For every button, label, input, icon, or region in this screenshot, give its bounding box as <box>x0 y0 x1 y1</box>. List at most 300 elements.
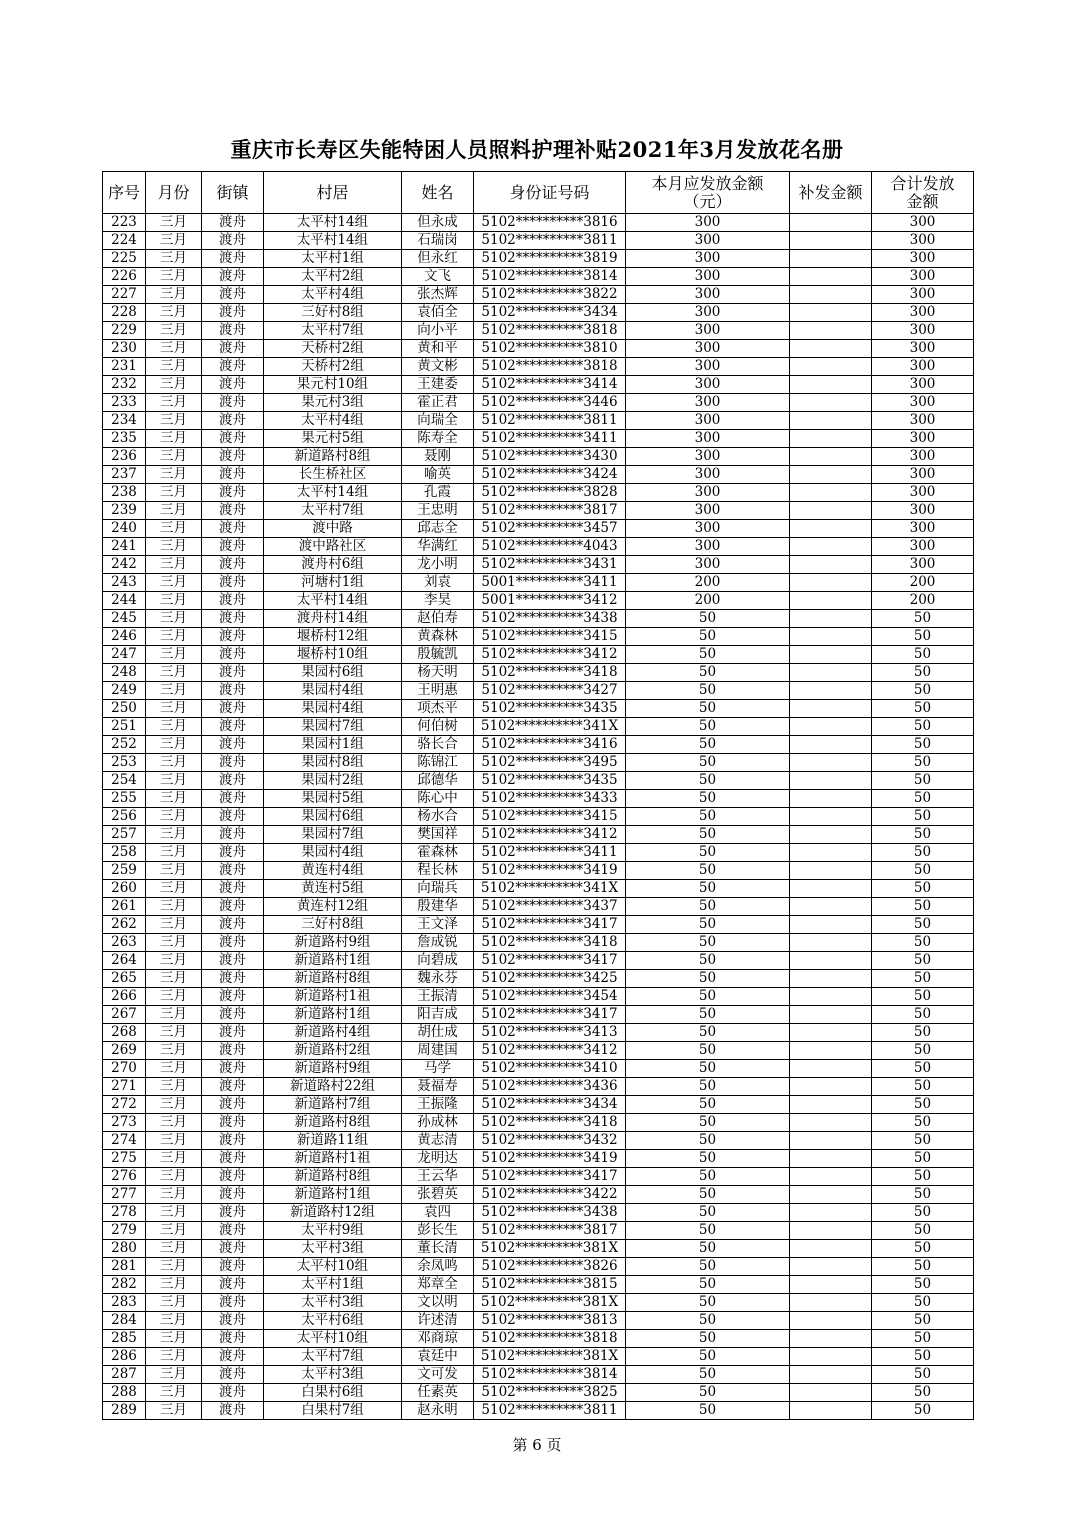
cell-index: 272 <box>103 1096 146 1114</box>
cell-total-amount: 300 <box>872 232 974 250</box>
cell-amount-due: 50 <box>626 1078 790 1096</box>
cell-village: 太平村1组 <box>264 250 402 268</box>
cell-total-amount: 300 <box>872 250 974 268</box>
cell-village: 新道路村1祖 <box>264 1150 402 1168</box>
cell-amount-due: 300 <box>626 466 790 484</box>
table-row <box>103 1204 974 1222</box>
cell-village: 太平村6组 <box>264 1312 402 1330</box>
cell-village: 新道路11组 <box>264 1132 402 1150</box>
cell-month: 三月 <box>146 322 202 340</box>
cell-total-amount: 300 <box>872 412 974 430</box>
cell-name: 赵伯寿 <box>402 610 474 628</box>
table-row <box>103 790 974 808</box>
cell-name: 但永红 <box>402 250 474 268</box>
cell-total-amount: 50 <box>872 1078 974 1096</box>
table-row <box>103 1366 974 1384</box>
table-row <box>103 808 974 826</box>
cell-total-amount: 50 <box>872 1168 974 1186</box>
cell-month: 三月 <box>146 250 202 268</box>
cell-amount-due: 50 <box>626 1204 790 1222</box>
cell-reissue-amount <box>790 1006 872 1024</box>
cell-name: 王明惠 <box>402 682 474 700</box>
cell-month: 三月 <box>146 1168 202 1186</box>
cell-month: 三月 <box>146 880 202 898</box>
table-row <box>103 1294 974 1312</box>
cell-village: 新道路村8组 <box>264 448 402 466</box>
table-row <box>103 484 974 502</box>
table-row <box>103 322 974 340</box>
cell-id-number: 5102**********3813 <box>474 1312 626 1330</box>
col-header-name: 姓名 <box>402 172 474 214</box>
cell-name: 杨水合 <box>402 808 474 826</box>
cell-index: 241 <box>103 538 146 556</box>
cell-id-number: 5102**********3430 <box>474 448 626 466</box>
cell-amount-due: 50 <box>626 1402 790 1420</box>
cell-reissue-amount <box>790 1114 872 1132</box>
table-row <box>103 1240 974 1258</box>
cell-total-amount: 300 <box>872 322 974 340</box>
cell-id-number: 5102**********3818 <box>474 358 626 376</box>
cell-index: 268 <box>103 1024 146 1042</box>
cell-month: 三月 <box>146 1384 202 1402</box>
cell-id-number: 5102**********3825 <box>474 1384 626 1402</box>
cell-village: 渡中路 <box>264 520 402 538</box>
table-row <box>103 502 974 520</box>
table-row <box>103 1132 974 1150</box>
cell-reissue-amount <box>790 970 872 988</box>
cell-month: 三月 <box>146 1006 202 1024</box>
cell-month: 三月 <box>146 664 202 682</box>
cell-index: 278 <box>103 1204 146 1222</box>
cell-amount-due: 50 <box>626 1276 790 1294</box>
cell-name: 李昊 <box>402 592 474 610</box>
cell-reissue-amount <box>790 862 872 880</box>
cell-month: 三月 <box>146 700 202 718</box>
cell-town: 渡舟 <box>202 988 264 1006</box>
cell-village: 长生桥社区 <box>264 466 402 484</box>
cell-amount-due: 50 <box>626 718 790 736</box>
cell-reissue-amount <box>790 1204 872 1222</box>
table-row <box>103 934 974 952</box>
cell-total-amount: 50 <box>872 916 974 934</box>
cell-village: 新道路村1祖 <box>264 988 402 1006</box>
cell-month: 三月 <box>146 1204 202 1222</box>
cell-total-amount: 50 <box>872 1294 974 1312</box>
cell-month: 三月 <box>146 646 202 664</box>
col-header-index: 序号 <box>103 172 146 214</box>
cell-id-number: 5102**********3431 <box>474 556 626 574</box>
cell-total-amount: 50 <box>872 844 974 862</box>
cell-reissue-amount <box>790 1366 872 1384</box>
cell-total-amount: 50 <box>872 1024 974 1042</box>
cell-index: 271 <box>103 1078 146 1096</box>
cell-month: 三月 <box>146 1348 202 1366</box>
cell-village: 新道路村2组 <box>264 1042 402 1060</box>
col-header-town: 街镇 <box>202 172 264 214</box>
cell-index: 261 <box>103 898 146 916</box>
cell-name: 阳吉成 <box>402 1006 474 1024</box>
table-row <box>103 844 974 862</box>
cell-village: 太平村7组 <box>264 1348 402 1366</box>
cell-total-amount: 50 <box>872 934 974 952</box>
cell-month: 三月 <box>146 484 202 502</box>
cell-amount-due: 50 <box>626 952 790 970</box>
cell-amount-due: 300 <box>626 448 790 466</box>
cell-index: 225 <box>103 250 146 268</box>
cell-village: 果园村2组 <box>264 772 402 790</box>
cell-id-number: 5102**********3816 <box>474 214 626 232</box>
cell-reissue-amount <box>790 772 872 790</box>
cell-name: 龙小明 <box>402 556 474 574</box>
cell-total-amount: 300 <box>872 376 974 394</box>
cell-total-amount: 300 <box>872 286 974 304</box>
col-header-total-amount: 合计发放金额 <box>872 172 974 214</box>
cell-village: 太平村3组 <box>264 1294 402 1312</box>
cell-town: 渡舟 <box>202 214 264 232</box>
cell-name: 向碧成 <box>402 952 474 970</box>
cell-month: 三月 <box>146 232 202 250</box>
cell-total-amount: 50 <box>872 1240 974 1258</box>
cell-month: 三月 <box>146 682 202 700</box>
cell-id-number: 5102**********3811 <box>474 412 626 430</box>
cell-month: 三月 <box>146 268 202 286</box>
cell-index: 238 <box>103 484 146 502</box>
cell-town: 渡舟 <box>202 358 264 376</box>
cell-amount-due: 50 <box>626 790 790 808</box>
cell-id-number: 5102**********3432 <box>474 1132 626 1150</box>
cell-index: 228 <box>103 304 146 322</box>
cell-index: 283 <box>103 1294 146 1312</box>
table-row <box>103 592 974 610</box>
cell-name: 孙成林 <box>402 1114 474 1132</box>
cell-amount-due: 50 <box>626 1132 790 1150</box>
cell-town: 渡舟 <box>202 394 264 412</box>
table-row <box>103 718 974 736</box>
cell-name: 郑章全 <box>402 1276 474 1294</box>
cell-id-number: 5102**********3495 <box>474 754 626 772</box>
cell-name: 喻英 <box>402 466 474 484</box>
cell-month: 三月 <box>146 1240 202 1258</box>
cell-amount-due: 50 <box>626 1150 790 1168</box>
cell-town: 渡舟 <box>202 430 264 448</box>
cell-total-amount: 50 <box>872 1096 974 1114</box>
cell-amount-due: 200 <box>626 592 790 610</box>
cell-village: 新道路村8组 <box>264 1168 402 1186</box>
cell-reissue-amount <box>790 304 872 322</box>
cell-total-amount: 300 <box>872 340 974 358</box>
cell-town: 渡舟 <box>202 1168 264 1186</box>
table-row <box>103 1276 974 1294</box>
cell-total-amount: 50 <box>872 1186 974 1204</box>
cell-town: 渡舟 <box>202 1366 264 1384</box>
cell-name: 邓商琼 <box>402 1330 474 1348</box>
cell-total-amount: 50 <box>872 1348 974 1366</box>
cell-month: 三月 <box>146 862 202 880</box>
cell-name: 骆长合 <box>402 736 474 754</box>
cell-index: 227 <box>103 286 146 304</box>
cell-amount-due: 50 <box>626 610 790 628</box>
cell-month: 三月 <box>146 1132 202 1150</box>
cell-index: 229 <box>103 322 146 340</box>
cell-index: 284 <box>103 1312 146 1330</box>
cell-reissue-amount <box>790 1060 872 1078</box>
cell-month: 三月 <box>146 1312 202 1330</box>
cell-name: 王云华 <box>402 1168 474 1186</box>
page-title: 重庆市长寿区失能特困人员照料护理补贴2021年3月发放花名册 <box>230 137 844 162</box>
cell-name: 邱志全 <box>402 520 474 538</box>
cell-town: 渡舟 <box>202 646 264 664</box>
cell-total-amount: 50 <box>872 1150 974 1168</box>
cell-name: 魏永芬 <box>402 970 474 988</box>
cell-reissue-amount <box>790 1168 872 1186</box>
table-row <box>103 574 974 592</box>
table-row <box>103 952 974 970</box>
cell-index: 254 <box>103 772 146 790</box>
cell-total-amount: 300 <box>872 466 974 484</box>
cell-name: 陈心中 <box>402 790 474 808</box>
cell-id-number: 5102**********3427 <box>474 682 626 700</box>
cell-index: 224 <box>103 232 146 250</box>
cell-total-amount: 300 <box>872 394 974 412</box>
table-row <box>103 340 974 358</box>
cell-total-amount: 50 <box>872 790 974 808</box>
cell-village: 河塘村1组 <box>264 574 402 592</box>
cell-village: 新道路村9组 <box>264 934 402 952</box>
cell-index: 273 <box>103 1114 146 1132</box>
cell-reissue-amount <box>790 610 872 628</box>
cell-month: 三月 <box>146 826 202 844</box>
cell-name: 袁四 <box>402 1204 474 1222</box>
cell-village: 太平村7组 <box>264 502 402 520</box>
cell-month: 三月 <box>146 898 202 916</box>
cell-id-number: 5102**********3454 <box>474 988 626 1006</box>
cell-name: 向小平 <box>402 322 474 340</box>
cell-total-amount: 300 <box>872 556 974 574</box>
cell-total-amount: 300 <box>872 520 974 538</box>
cell-total-amount: 50 <box>872 898 974 916</box>
cell-id-number: 5102**********3822 <box>474 286 626 304</box>
cell-village: 果元村10组 <box>264 376 402 394</box>
cell-amount-due: 50 <box>626 862 790 880</box>
table-row <box>103 376 974 394</box>
cell-amount-due: 50 <box>626 988 790 1006</box>
table-row <box>103 772 974 790</box>
page-number: 第 6 页 <box>512 1436 562 1454</box>
cell-reissue-amount <box>790 1024 872 1042</box>
table-row <box>103 268 974 286</box>
cell-index: 240 <box>103 520 146 538</box>
cell-name: 余凤鸣 <box>402 1258 474 1276</box>
cell-total-amount: 50 <box>872 862 974 880</box>
table-row <box>103 898 974 916</box>
cell-town: 渡舟 <box>202 340 264 358</box>
cell-total-amount: 50 <box>872 1276 974 1294</box>
cell-amount-due: 300 <box>626 358 790 376</box>
cell-month: 三月 <box>146 1024 202 1042</box>
table-row <box>103 736 974 754</box>
cell-name: 任素英 <box>402 1384 474 1402</box>
cell-town: 渡舟 <box>202 556 264 574</box>
cell-index: 266 <box>103 988 146 1006</box>
cell-town: 渡舟 <box>202 880 264 898</box>
table-row <box>103 556 974 574</box>
cell-village: 渡舟村6组 <box>264 556 402 574</box>
cell-town: 渡舟 <box>202 736 264 754</box>
cell-town: 渡舟 <box>202 808 264 826</box>
cell-town: 渡舟 <box>202 1204 264 1222</box>
table-row <box>103 826 974 844</box>
cell-name: 黄和平 <box>402 340 474 358</box>
cell-town: 渡舟 <box>202 826 264 844</box>
table-row <box>103 1384 974 1402</box>
cell-id-number: 5102**********381X <box>474 1294 626 1312</box>
cell-total-amount: 200 <box>872 574 974 592</box>
cell-reissue-amount <box>790 1222 872 1240</box>
cell-amount-due: 50 <box>626 1366 790 1384</box>
cell-id-number: 5102**********3818 <box>474 1330 626 1348</box>
cell-month: 三月 <box>146 1150 202 1168</box>
cell-total-amount: 50 <box>872 628 974 646</box>
table-row <box>103 880 974 898</box>
cell-town: 渡舟 <box>202 412 264 430</box>
cell-id-number: 5102**********3417 <box>474 952 626 970</box>
cell-reissue-amount <box>790 394 872 412</box>
cell-village: 果园村7组 <box>264 826 402 844</box>
cell-month: 三月 <box>146 628 202 646</box>
cell-town: 渡舟 <box>202 232 264 250</box>
cell-month: 三月 <box>146 736 202 754</box>
cell-town: 渡舟 <box>202 790 264 808</box>
cell-id-number: 5102**********3418 <box>474 664 626 682</box>
cell-amount-due: 50 <box>626 1240 790 1258</box>
table-row <box>103 412 974 430</box>
cell-village: 果元村5组 <box>264 430 402 448</box>
cell-village: 果园村8组 <box>264 754 402 772</box>
cell-village: 新道路村9组 <box>264 1060 402 1078</box>
cell-month: 三月 <box>146 754 202 772</box>
cell-village: 黄连村4组 <box>264 862 402 880</box>
cell-village: 黄连村12组 <box>264 898 402 916</box>
cell-village: 新道路村1组 <box>264 1006 402 1024</box>
cell-village: 三好村8组 <box>264 916 402 934</box>
cell-amount-due: 50 <box>626 1348 790 1366</box>
cell-index: 259 <box>103 862 146 880</box>
cell-town: 渡舟 <box>202 1240 264 1258</box>
cell-village: 新道路村4组 <box>264 1024 402 1042</box>
cell-reissue-amount <box>790 916 872 934</box>
cell-town: 渡舟 <box>202 1042 264 1060</box>
table-row <box>103 394 974 412</box>
cell-index: 230 <box>103 340 146 358</box>
cell-index: 267 <box>103 1006 146 1024</box>
col-header-month: 月份 <box>146 172 202 214</box>
cell-month: 三月 <box>146 304 202 322</box>
cell-amount-due: 300 <box>626 538 790 556</box>
cell-index: 237 <box>103 466 146 484</box>
cell-village: 天桥村2组 <box>264 358 402 376</box>
cell-index: 236 <box>103 448 146 466</box>
table-row <box>103 700 974 718</box>
cell-name: 项杰平 <box>402 700 474 718</box>
cell-id-number: 5102**********3811 <box>474 1402 626 1420</box>
cell-town: 渡舟 <box>202 1402 264 1420</box>
table-row <box>103 1258 974 1276</box>
cell-id-number: 5001**********3411 <box>474 574 626 592</box>
cell-reissue-amount <box>790 322 872 340</box>
cell-index: 262 <box>103 916 146 934</box>
cell-village: 白果村6组 <box>264 1384 402 1402</box>
cell-amount-due: 50 <box>626 1006 790 1024</box>
table-row <box>103 1330 974 1348</box>
cell-index: 277 <box>103 1186 146 1204</box>
table-row <box>103 286 974 304</box>
table-row <box>103 250 974 268</box>
cell-index: 260 <box>103 880 146 898</box>
cell-town: 渡舟 <box>202 1096 264 1114</box>
cell-index: 280 <box>103 1240 146 1258</box>
cell-total-amount: 50 <box>872 1132 974 1150</box>
roster-table <box>102 171 974 1420</box>
cell-id-number: 5102**********3417 <box>474 1168 626 1186</box>
cell-id-number: 5102**********3418 <box>474 1114 626 1132</box>
cell-id-number: 5102**********3446 <box>474 394 626 412</box>
cell-town: 渡舟 <box>202 628 264 646</box>
cell-total-amount: 300 <box>872 304 974 322</box>
cell-total-amount: 50 <box>872 772 974 790</box>
cell-amount-due: 50 <box>626 1384 790 1402</box>
cell-village: 太平村9组 <box>264 1222 402 1240</box>
cell-month: 三月 <box>146 502 202 520</box>
cell-reissue-amount <box>790 448 872 466</box>
cell-amount-due: 50 <box>626 700 790 718</box>
col-header-amount-due: 本月应发放金额（元） <box>626 172 790 214</box>
cell-month: 三月 <box>146 790 202 808</box>
cell-reissue-amount <box>790 988 872 1006</box>
cell-month: 三月 <box>146 214 202 232</box>
table-row <box>103 646 974 664</box>
cell-index: 243 <box>103 574 146 592</box>
cell-town: 渡舟 <box>202 844 264 862</box>
cell-index: 252 <box>103 736 146 754</box>
cell-month: 三月 <box>146 1402 202 1420</box>
cell-amount-due: 50 <box>626 772 790 790</box>
cell-total-amount: 300 <box>872 214 974 232</box>
cell-index: 275 <box>103 1150 146 1168</box>
cell-village: 太平村1组 <box>264 1276 402 1294</box>
cell-index: 274 <box>103 1132 146 1150</box>
cell-town: 渡舟 <box>202 1132 264 1150</box>
cell-total-amount: 50 <box>872 1042 974 1060</box>
cell-index: 256 <box>103 808 146 826</box>
cell-month: 三月 <box>146 1060 202 1078</box>
cell-village: 太平村4组 <box>264 286 402 304</box>
cell-id-number: 5102**********3434 <box>474 304 626 322</box>
table-row <box>103 1060 974 1078</box>
cell-month: 三月 <box>146 592 202 610</box>
cell-id-number: 5102**********3416 <box>474 736 626 754</box>
cell-id-number: 5102**********3814 <box>474 268 626 286</box>
cell-reissue-amount <box>790 1312 872 1330</box>
cell-index: 245 <box>103 610 146 628</box>
cell-index: 231 <box>103 358 146 376</box>
cell-village: 新道路村8组 <box>264 970 402 988</box>
cell-town: 渡舟 <box>202 1276 264 1294</box>
cell-village: 果园村7组 <box>264 718 402 736</box>
cell-name: 龙明达 <box>402 1150 474 1168</box>
table-row <box>103 1150 974 1168</box>
cell-amount-due: 50 <box>626 1042 790 1060</box>
cell-index: 276 <box>103 1168 146 1186</box>
